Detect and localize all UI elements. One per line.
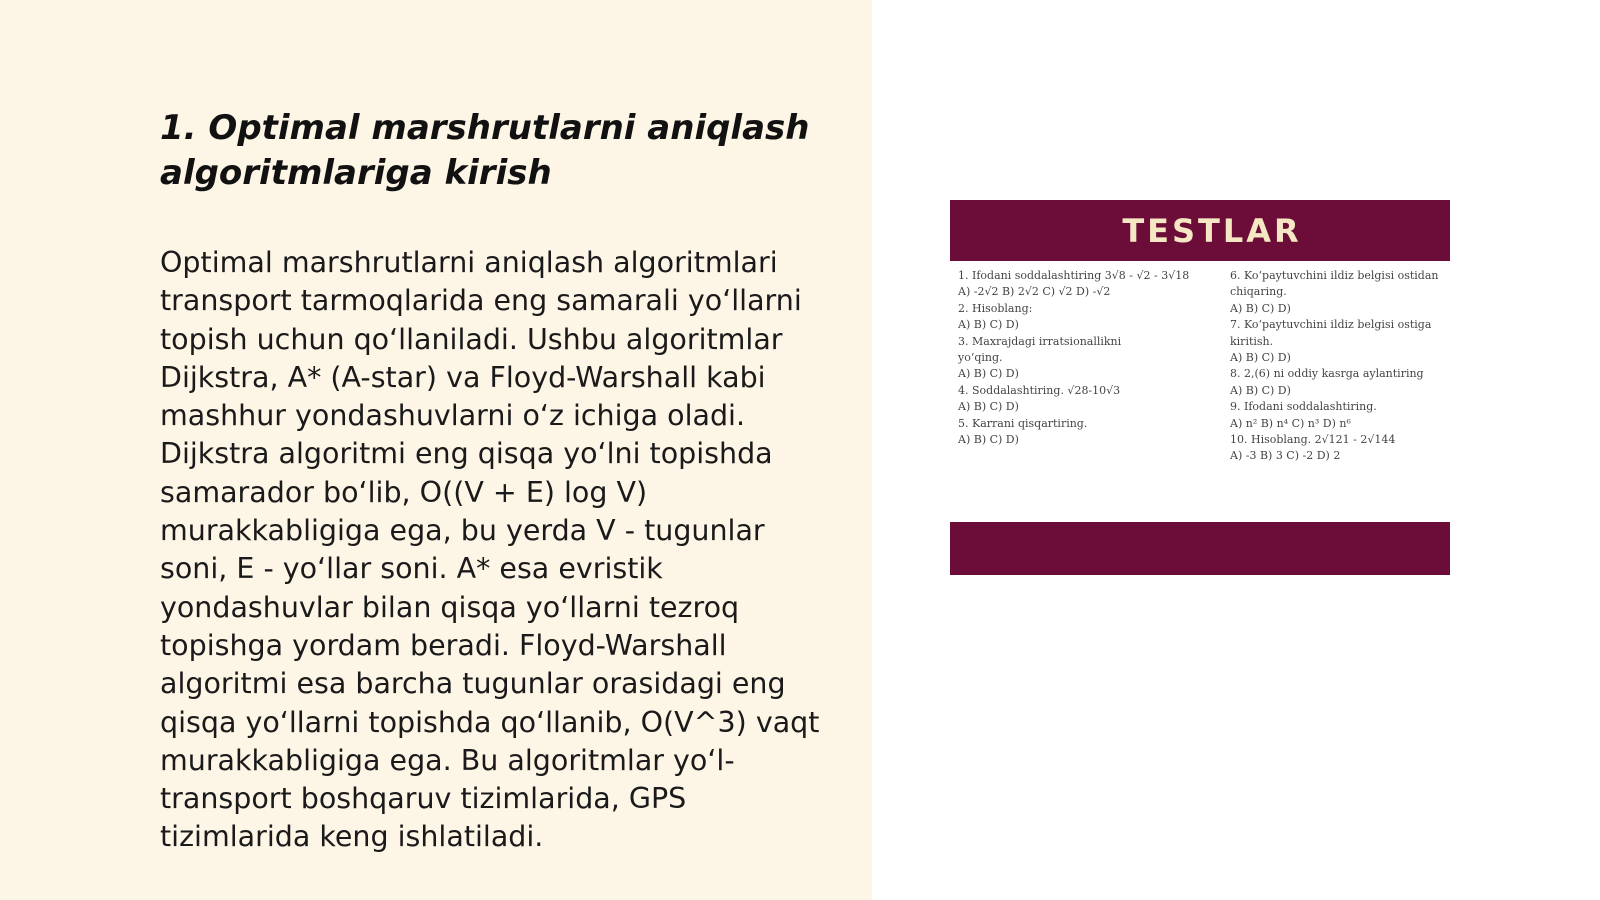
test-question-line: 3. Maxrajdagi irratsionallikni: [958, 334, 1122, 348]
slide-title: 1. Optimal marshrutlarni aniqlash algoritmlariga kirish: [160, 108, 810, 193]
test-questions-right-column: [1230, 268, 1444, 465]
test-question-line: A) B) C) D): [1230, 301, 1291, 315]
testlar-image: [950, 200, 1450, 575]
test-question-line: A) -3 B) 3 C) -2 D) 2: [1230, 449, 1341, 463]
test-question-line: 5. Karrani qisqartiring.: [958, 416, 1088, 430]
test-question-line: 6. Ko‘paytuvchini ildiz belgisi ostidan: [1230, 269, 1439, 282]
test-question-line: 4. Soddalashtiring. √28-10√3: [958, 383, 1121, 397]
test-question-line: 7. Ko‘paytuvchini ildiz belgisi ostiga: [1230, 318, 1432, 332]
slide-body-text: Optimal marshrutlarni aniqlash algoritmlari transport tarmoqlarida eng samarali yo‘llarni topish uchun qo‘llaniladi. Ushbu algoritmlar Dijkstra, A* (A-star) va Floyd-Warshall kabi mashhur yondashuvlarni o‘z ichiga oladi. Dijkstra algoritmi eng qisqa yo‘lni topishda samarador bo‘lib, O((V + E) log V) murakkabligiga ega, bu yerda V - tugunlar soni, E - yo‘llar soni. A* esa evristik yondashuvlar bilan qisqa yo‘llarni tezroq topishga yordam beradi. Floyd-Warshall algoritmi esa barcha tugunlar orasidagi eng qisqa yo‘llarni topishda qo‘llanib, O(V^3) vaqt murakkabligiga ega. Bu algoritmlar yo‘l-transport boshqaruv tizimlarida, GPS tizimlarida keng ishlatiladi.: [160, 246, 820, 854]
test-question-line: kiritish.: [1230, 334, 1274, 348]
testlar-footer-bar: [950, 522, 1450, 575]
test-question-line: 8. 2,(6) ni oddiy kasrga aylantiring: [1230, 367, 1424, 381]
test-question-line: yo‘qing.: [958, 350, 1003, 364]
test-question-line: chiqaring.: [1230, 285, 1287, 299]
test-question-line: A) B) C) D): [958, 432, 1019, 446]
test-question-line: A) B) C) D): [958, 367, 1019, 381]
test-question-line: A) B) C) D): [1230, 383, 1291, 397]
test-question-line: A) B) C) D): [1230, 350, 1291, 364]
test-questions-left-column: [958, 268, 1220, 448]
test-question-line: A) B) C) D): [958, 318, 1019, 332]
test-question-line: 2. Hisoblang:: [958, 301, 1033, 315]
test-question-line: A) -2√2 B) 2√2 C) √2 D) -√2: [958, 285, 1111, 299]
testlar-header-title: TESTLAR: [1122, 211, 1302, 250]
test-question-line: 9. Ifodani soddalashtiring.: [1230, 400, 1377, 414]
test-question-line: A) B) C) D): [958, 400, 1019, 414]
test-question-line: 1. Ifodani soddalashtiring 3√8 - √2 - 3√18: [958, 269, 1190, 282]
test-question-line: A) n² B) n⁴ C) n³ D) n⁶: [1230, 416, 1351, 430]
test-question-line: 10. Hisoblang. 2√121 - 2√144: [1230, 432, 1396, 446]
testlar-header-bar: [950, 200, 1450, 261]
